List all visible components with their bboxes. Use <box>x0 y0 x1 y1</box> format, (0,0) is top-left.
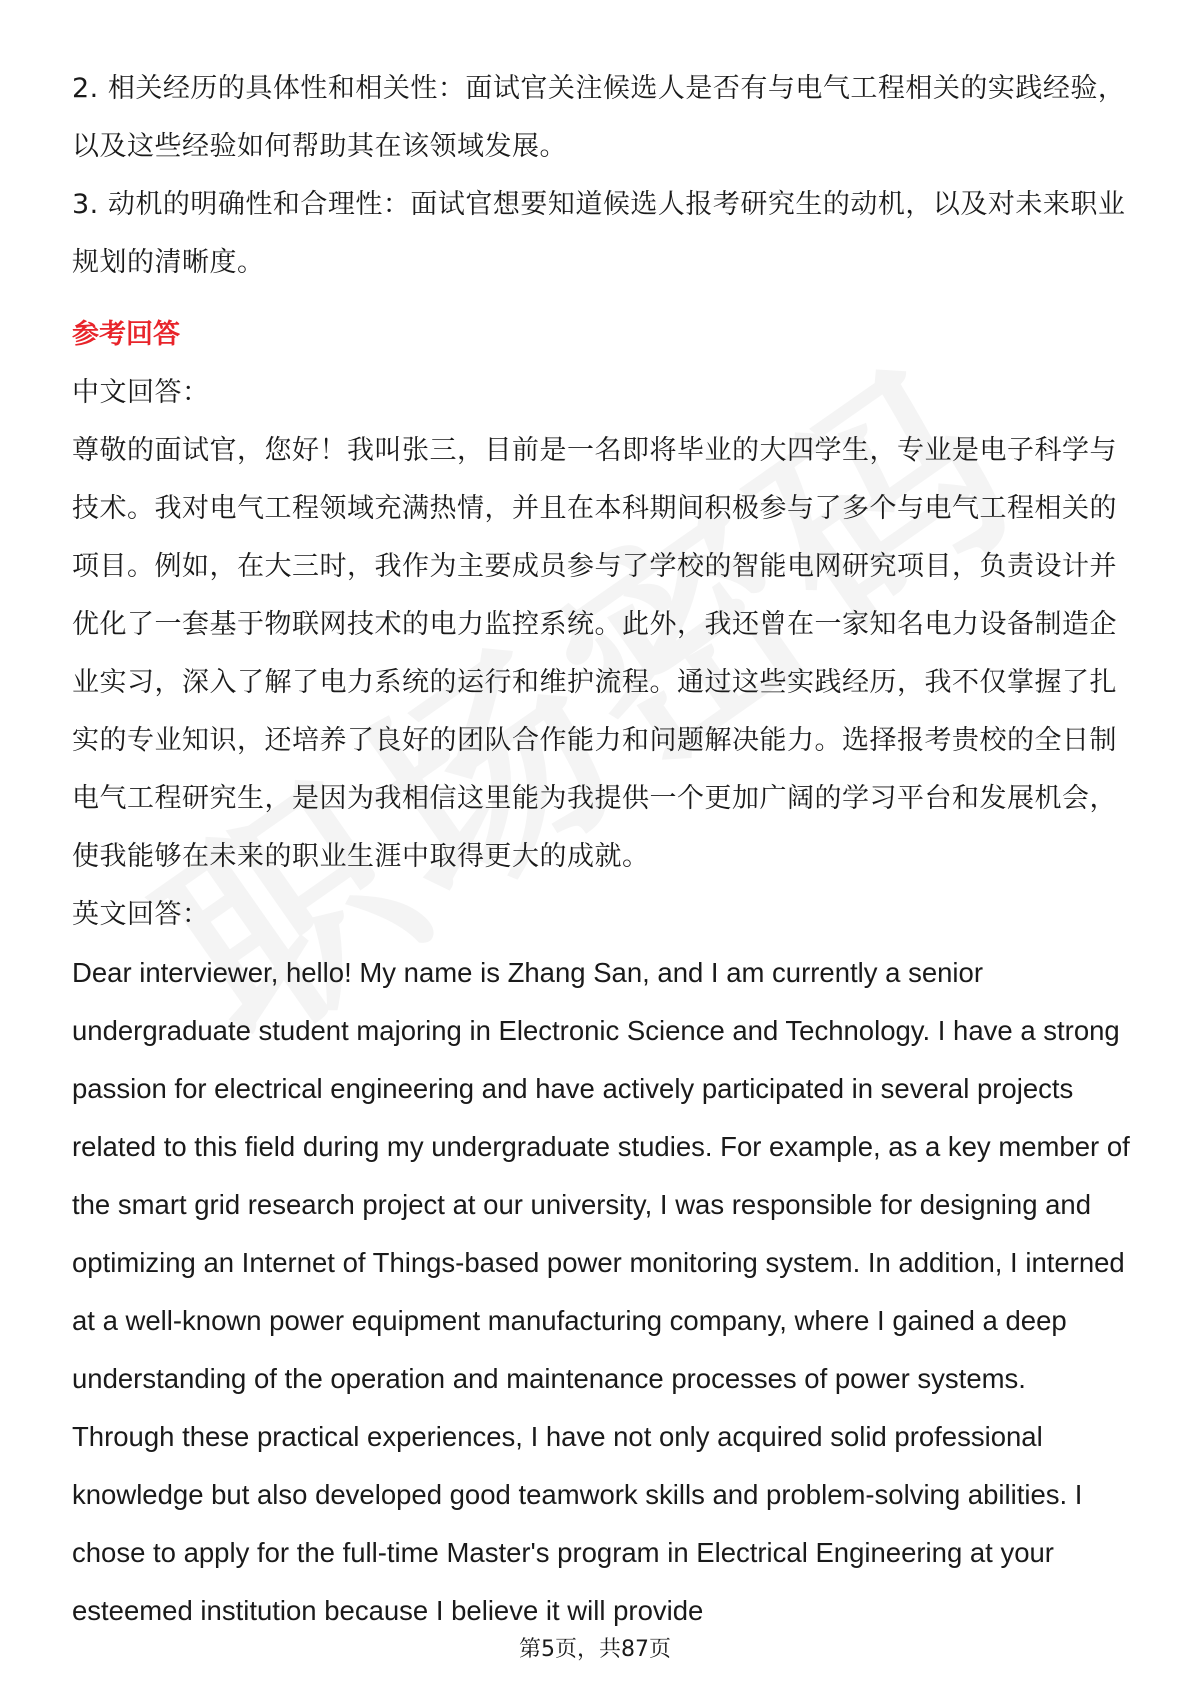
en-answer-label: 英文回答： <box>72 899 210 930</box>
point-3: 3. 动机的明确性和合理性：面试官想要知道候选人报考研究生的动机，以及对未来职业规划的清晰度。 <box>72 189 1126 278</box>
cn-answer-label: 中文回答： <box>72 377 210 408</box>
page-footer: 第5页，共87页 <box>519 1637 671 1662</box>
cn-answer-text: 尊敬的面试官，您好！我叫张三，目前是一名即将毕业的大四学生，专业是电子科学与技术。我对电气工程领域充满热情，并且在本科期间积极参与了多个与电气工程相关的项目。例如，在大三时，我作为主要成员参与了学校的智能电网研究项目，负责设计并优化了一套基于物联网技术的电力监控系统。此外，我还曾在一家知名电力设备制造企业实习，深入了解了电力系统的运行和维护流程。通过这些实践经历，我不仅掌握了扎实的专业知识，还培养了良好的团队合作能力和问题解决能力。选择报考贵校的全日制电气工程研究生，是因为我相信这里能为我提供一个更加广阔的学习平台和发展机会，使我能够在未来的职业生涯中取得更大的成就。 <box>72 435 1117 872</box>
point-2: 2. 相关经历的具体性和相关性：面试官关注候选人是否有与电气工程相关的实践经验，以及这些经验如何帮助其在该领域发展。 <box>72 73 1126 162</box>
en-answer-text: Dear interviewer, hello! My name is Zhang San, and I am currently a senior undergraduate student majoring in Electronic Science and Technology. I have a strong passion for electrical engineering and have actively participated in several projects related to this field during my undergraduate studies. For example, as a key member of the smart grid research project at our university, I was responsible for designing and optimizing an Internet of Things-based power monitoring system. In addition, I interned at a well-known power equipment manufacturing company, where I gained a deep understanding of the operation and maintenance processes of power systems. Through these practical experiences, I have not only acquired solid professional knowledge but also developed good teamwork skills and problem-solving abilities. I chose to apply for the full-time Master's program in Electrical Engineering at your esteemed institution because I believe it will provide <box>72 957 1130 1626</box>
answer-heading: 参考回答 <box>72 319 180 350</box>
page-content <box>72 60 1132 1640</box>
